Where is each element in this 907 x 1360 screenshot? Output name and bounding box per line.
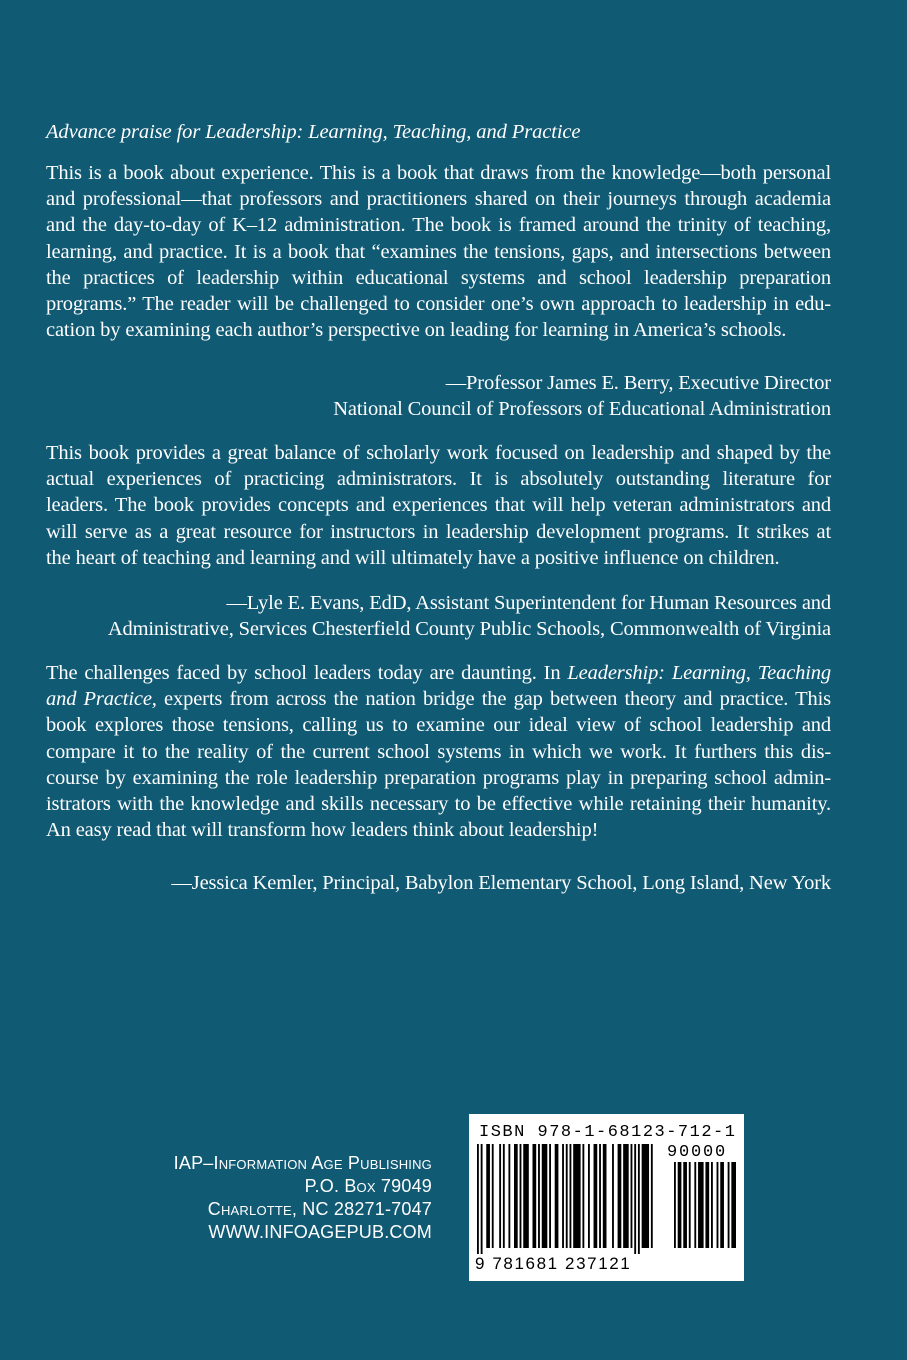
review-1-line: and the day-to-day of K–12 administration. The book is framed around the trinity of teaching, — [46, 214, 831, 237]
review-1-line: cation by examining each author’s perspective on leading for learning in America’s schools. — [46, 319, 787, 342]
price-addon: 90000 — [667, 1143, 728, 1162]
review-1-line: programs.” The reader will be challenged to consider one’s own approach to leadership in edu- — [46, 292, 831, 315]
barcode-bar — [523, 1144, 529, 1248]
barcode-bar — [538, 1144, 540, 1248]
barcode-bar — [698, 1162, 704, 1248]
review-3-line: compare it to the reality of the current school systems in which we work. It furthers this dis- — [46, 740, 831, 763]
barcode-bar — [651, 1144, 653, 1248]
barcode-bar — [566, 1144, 568, 1248]
barcode-bar — [594, 1144, 598, 1248]
publisher-website: WWW.INFOAGEPUB.COM — [208, 1222, 432, 1242]
barcode-bar — [492, 1144, 494, 1248]
barcode-bar — [603, 1144, 607, 1248]
barcode-bar — [477, 1144, 479, 1254]
review-1-line: This is a book about experience. This is a book that draws from the knowledge—both personal — [46, 162, 831, 184]
barcode-bar — [508, 1144, 510, 1248]
review-1-line: the practices of leadership within educational systems and school leadership preparation — [46, 266, 831, 289]
barcode-bar — [573, 1144, 580, 1248]
barcode-bar — [520, 1144, 522, 1248]
review-2-line: the heart of teaching and learning and will ultimately have a positive influence on children. — [46, 546, 780, 569]
review-3-attribution-line: —Jessica Kemler, Principal, Babylon Elementary School, Long Island, New York — [171, 872, 831, 894]
barcode-bar — [638, 1144, 640, 1254]
addon-bars — [674, 1162, 736, 1254]
barcode-bar — [717, 1162, 719, 1248]
review-2-text — [46, 440, 831, 571]
barcode-bar — [728, 1162, 730, 1248]
barcode-bar — [599, 1144, 601, 1248]
review-3-attribution — [171, 870, 831, 896]
review-3-line: course by examining the role leadership preparation programs play in preparing school admin- — [46, 766, 831, 789]
review-1-line: and professional—that professors and practitioners shared on their journeys through academia — [46, 188, 831, 211]
barcode-bar — [674, 1162, 676, 1248]
publisher-name: IAP–Information Age Publishing — [173, 1153, 432, 1173]
review-1-attribution-line: National Council of Professors of Educational Administration — [333, 398, 831, 421]
isbn-label: ISBN 978-1-68123-712-1 — [479, 1123, 737, 1142]
review-2-line: leaders. The book provides concepts and experiences that will help veteran administrators and — [46, 494, 831, 517]
barcode-bar — [533, 1144, 537, 1248]
barcode-bar — [486, 1144, 490, 1248]
review-1-line: learning, and practice. It is a book that “examines the tensions, gaps, and intersections between — [46, 240, 831, 263]
barcode-bar — [720, 1162, 724, 1248]
barcode-bar — [612, 1144, 614, 1248]
barcode-bar — [689, 1162, 691, 1248]
barcode-bar — [481, 1144, 483, 1254]
barcode-bar — [503, 1144, 505, 1248]
barcode-bar — [582, 1144, 584, 1248]
review-2-attribution-line: Administrative, Services Chesterfield County Public Schools, Commonwealth of Virginia — [107, 618, 831, 641]
review-3-line: An easy read that will transform how leaders think about leadership! — [46, 819, 599, 842]
barcode-bar — [678, 1162, 682, 1248]
review-3-text — [46, 660, 831, 843]
barcode-bar — [514, 1144, 518, 1248]
barcode-bar — [705, 1162, 709, 1248]
publisher-city: Charlotte, NC 28271-7047 — [207, 1199, 432, 1219]
praise-heading: Advance praise for Leadership: Learning, Teaching, and Practice — [46, 121, 581, 143]
barcode-digits: 9 781681 237121 — [475, 1254, 632, 1273]
barcode-bar — [711, 1162, 713, 1248]
barcode-bar — [562, 1144, 564, 1248]
publisher-po-box: P.O. Box 79049 — [304, 1176, 432, 1196]
barcode-bar — [634, 1144, 636, 1254]
barcode-bar — [549, 1144, 551, 1248]
barcode-bar — [555, 1144, 559, 1248]
barcode-bar — [570, 1144, 572, 1248]
publisher-info — [174, 1152, 432, 1244]
review-2-attribution-line: —Lyle E. Evans, EdD, Assistant Superintendent for Human Resources and — [226, 592, 831, 614]
review-2-line: This book provides a great balance of scholarly work focused on leadership and shaped by the — [46, 442, 831, 464]
review-3-line: book explores those tensions, calling us to examine our ideal view of school leadership and — [46, 714, 831, 737]
review-1-text — [46, 160, 831, 343]
barcode-bar — [623, 1144, 629, 1248]
review-2-line: actual experiences of practicing administrators. It is absolutely outstanding literature for — [46, 468, 831, 491]
barcode-bar — [618, 1144, 622, 1248]
review-3-line: The challenges faced by school leaders today are daunting. In Leadership: Learning, Teaching — [46, 662, 831, 684]
book-title-cont: and Practice, — [46, 688, 157, 711]
review-1-attribution-line: —Professor James E. Berry, Executive Director — [445, 372, 831, 394]
barcode-bar — [683, 1162, 687, 1248]
review-3-line: and Practice, experts from across the nation bridge the gap between theory and practice. This — [46, 688, 831, 711]
barcode-bar — [631, 1144, 633, 1248]
barcode-bar — [731, 1162, 736, 1248]
book-title: Leadership: Learning, Teaching — [567, 662, 831, 684]
ean-bars — [477, 1144, 657, 1256]
barcode-bar — [642, 1144, 649, 1248]
review-3-line: istrators with the knowledge and skills necessary to be effective while retaining their humanity. — [46, 792, 831, 815]
barcode-bar — [499, 1144, 501, 1248]
isbn-barcode — [469, 1114, 744, 1281]
review-2-attribution — [108, 590, 831, 642]
barcode-bar — [694, 1162, 696, 1248]
review-1-attribution — [333, 370, 831, 422]
review-2-line: will serve as a great resource for instructors in leadership development programs. It strikes at — [46, 520, 831, 543]
barcode-bar — [588, 1144, 590, 1248]
barcode-bar — [542, 1144, 548, 1248]
